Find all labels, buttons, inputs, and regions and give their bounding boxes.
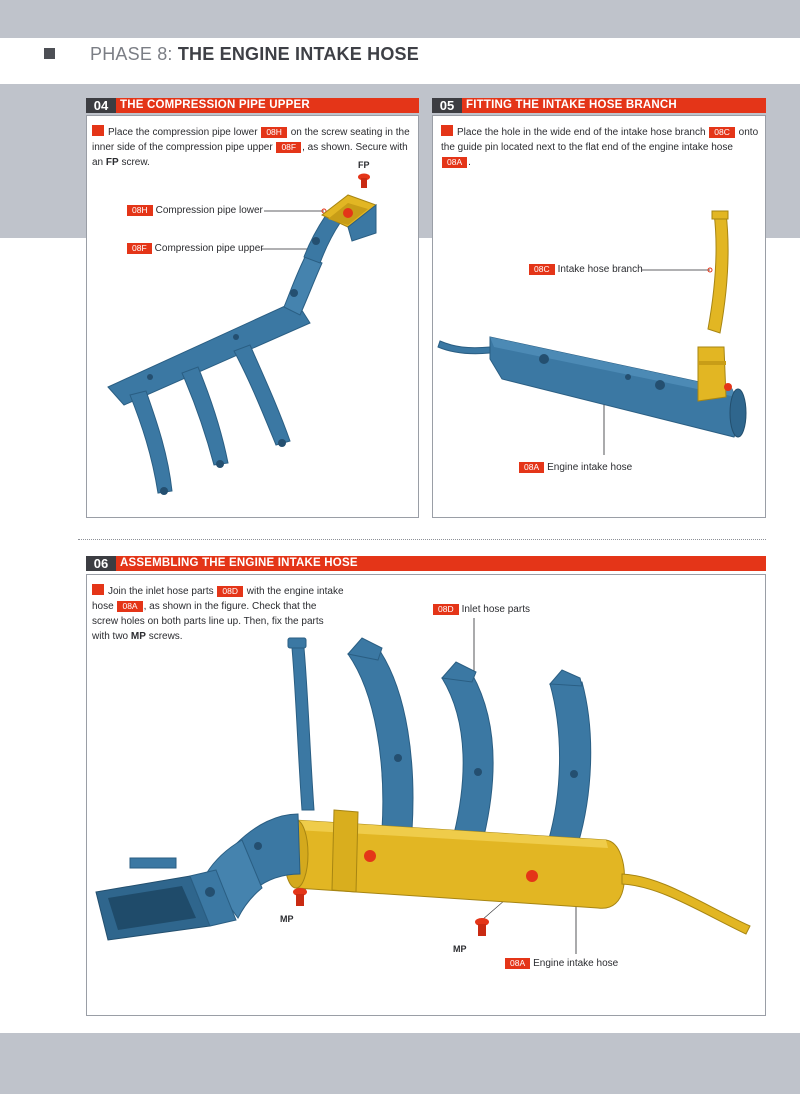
step-05-header [432, 98, 766, 113]
instr-text: Join the inlet hose parts [108, 586, 214, 597]
callout-label: Compression pipe lower [155, 205, 263, 216]
callout-label: Engine intake hose [547, 462, 633, 473]
callout-label: Intake hose branch [557, 264, 643, 275]
screw-label-mp-1: MP [280, 914, 294, 924]
instr-text: onto the guide pin located next to the flat end of the engine intake hose [441, 127, 759, 153]
instr-text: with the engine intake hose [92, 586, 344, 612]
step-06-title: ASSEMBLING THE ENGINE INTAKE HOSE [120, 557, 358, 569]
phase-title-text: THE ENGINE INTAKE HOSE [177, 44, 419, 64]
step-04-title: THE COMPRESSION PIPE UPPER [120, 99, 310, 111]
instr-text: screw. [121, 157, 150, 168]
screw-code: MP [130, 631, 146, 642]
section-divider [78, 539, 766, 540]
part-tag-08a: 08A [442, 157, 467, 168]
callout-label: Inlet hose parts [461, 604, 530, 615]
screw-label-fp: FP [358, 160, 370, 170]
instr-text: , as shown in the figure. Check that the screw holes on both parts line up. Then, fix the parts with two [92, 601, 324, 642]
step-05-illustration [432, 115, 764, 516]
instr-text: on the screw seating in the inner side of the compression pipe upper [92, 127, 410, 153]
instr-text: Place the hole in the wide end of the intake hose branch [457, 127, 706, 138]
step-06-illustration [86, 574, 764, 1014]
instr-text: screws. [148, 631, 183, 642]
header-square-icon [44, 48, 55, 59]
instr-text: , as shown. Secure with an [92, 142, 408, 168]
step-06-header [86, 556, 766, 571]
part-tag-08h: 08H [261, 127, 287, 138]
callout-label: Compression pipe upper [154, 243, 264, 254]
step-04-header [86, 98, 419, 113]
instr-text: . [468, 157, 471, 168]
instr-text: Place the compression pipe lower [108, 127, 258, 138]
callout-tag: 08D [433, 604, 459, 615]
step-06-number: 06 [86, 556, 116, 571]
top-gray-band [0, 0, 800, 38]
step-04-number: 04 [86, 98, 116, 113]
callout-tag: 08C [529, 264, 555, 275]
callout-tag: 08A [505, 958, 530, 969]
callout-label: Engine intake hose [533, 958, 619, 969]
bottom-gray-band [0, 1033, 800, 1094]
part-tag-08d: 08D [217, 586, 243, 597]
screw-label-mp-2: MP [453, 944, 467, 954]
part-tag-08c: 08C [709, 127, 735, 138]
phase-prefix: PHASE 8: [90, 44, 173, 64]
page-title [90, 44, 419, 65]
callout-tag: 08H [127, 205, 153, 216]
callout-tag: 08F [127, 243, 152, 254]
step-04-illustration [86, 115, 417, 516]
step-05-title: FITTING THE INTAKE HOSE BRANCH [466, 99, 677, 111]
screw-code: FP [105, 157, 119, 168]
part-tag-08f: 08F [276, 142, 301, 153]
callout-tag: 08A [519, 462, 544, 473]
step-05-number: 05 [432, 98, 462, 113]
part-tag-08a: 08A [117, 601, 142, 612]
